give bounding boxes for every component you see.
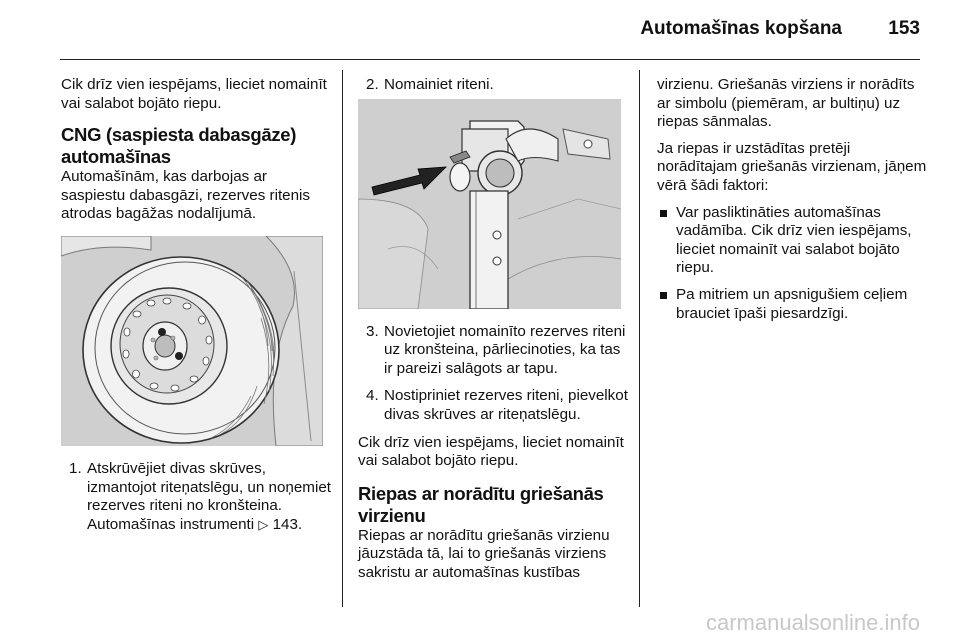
column-divider-2 [639, 70, 640, 607]
page-title: Automašīnas kopšana [640, 18, 842, 39]
spare-wheel-drawing [61, 236, 323, 446]
step-2-number: 2. [366, 76, 379, 93]
step-1-text: Atskrūvējiet divas skrūves, izmantojot riteņatslēgu, un noņemiet rezerves riteni no kronšteina. Automašīnas instrumenti [87, 459, 331, 533]
intro-paragraph: Cik drīz vien iespējams, lieciet nomainīt vai salabot bojāto riepu. [61, 76, 327, 112]
column-divider-1 [342, 70, 343, 607]
continued-paragraph: virzienu. Griešanās virziens ir norādīts ar simbolu (piemēram, ar bultiņu) uz riepas sānmalas. [657, 76, 915, 131]
list-item [657, 286, 927, 323]
step-4 [358, 387, 630, 424]
watermark: carmanualsonline.info [705, 610, 920, 635]
step-1-page-ref[interactable]: 143. [272, 515, 303, 533]
bullet-2-text: Pa mitriem un apsnigušiem ceļiem brauciet īpaši piesardzīgi. [676, 285, 908, 322]
header-divider [60, 59, 920, 60]
step-2 [358, 76, 630, 95]
column-1 [61, 76, 331, 534]
step-4-number: 4. [366, 387, 379, 405]
step-3 [358, 323, 630, 379]
spare-wheel-illustration [61, 236, 323, 446]
rotation-direction-heading: Riepas ar norādītu griešanās virzienu [358, 482, 604, 526]
step-2-text: Nomainiet riteni. [384, 76, 494, 93]
step-1-number: 1. [69, 459, 82, 477]
column-2 [358, 76, 630, 583]
list-item [657, 204, 927, 278]
wheel-bracket-illustration [358, 99, 621, 309]
cng-heading: CNG (saspiesta dabasgāze) automašīnas [61, 124, 297, 168]
rotation-direction-paragraph: Riepas ar norādītu griešanās virzienu jāuzstāda tā, lai to griešanās virziens sakristu ar automašīnas kustības [358, 526, 610, 581]
step-1 [61, 460, 331, 534]
arrow-reference-icon[interactable]: ▷ [258, 516, 269, 532]
bullet-1-text: Var pasliktināties automašīnas vadāmība. Cik drīz vien iespējams, lieciet nomainīt vai salabot bojāto riepu. [676, 203, 912, 277]
column-3 [657, 76, 927, 323]
page-number: 153 [888, 18, 920, 39]
cng-paragraph: Automašīnām, kas darbojas ar saspiestu dabasgāzi, rezerves ritenis atrodas bagāžas nodalījumā. [61, 168, 311, 223]
warning-intro: Ja riepas ir uzstādītas pretēji norādītajam griešanās virzienam, jāņem vērā šādi faktori: [657, 139, 927, 194]
repair-reminder: Cik drīz vien iespējams, lieciet nomainīt vai salabot bojāto riepu. [358, 433, 624, 470]
bullet-square-icon [660, 210, 667, 217]
step-3-number: 3. [366, 322, 379, 340]
wheel-bracket-drawing [358, 99, 621, 309]
step-3-text: Novietojiet nomainīto rezerves riteni uz kronšteina, pārliecinoties, ka tas ir pareizi salāgots ar tapu. [384, 322, 626, 377]
step-4-text: Nostipriniet rezerves riteni, pievelkot divas skrūves ar riteņatslēgu. [384, 387, 628, 423]
bullet-square-icon [660, 292, 667, 299]
